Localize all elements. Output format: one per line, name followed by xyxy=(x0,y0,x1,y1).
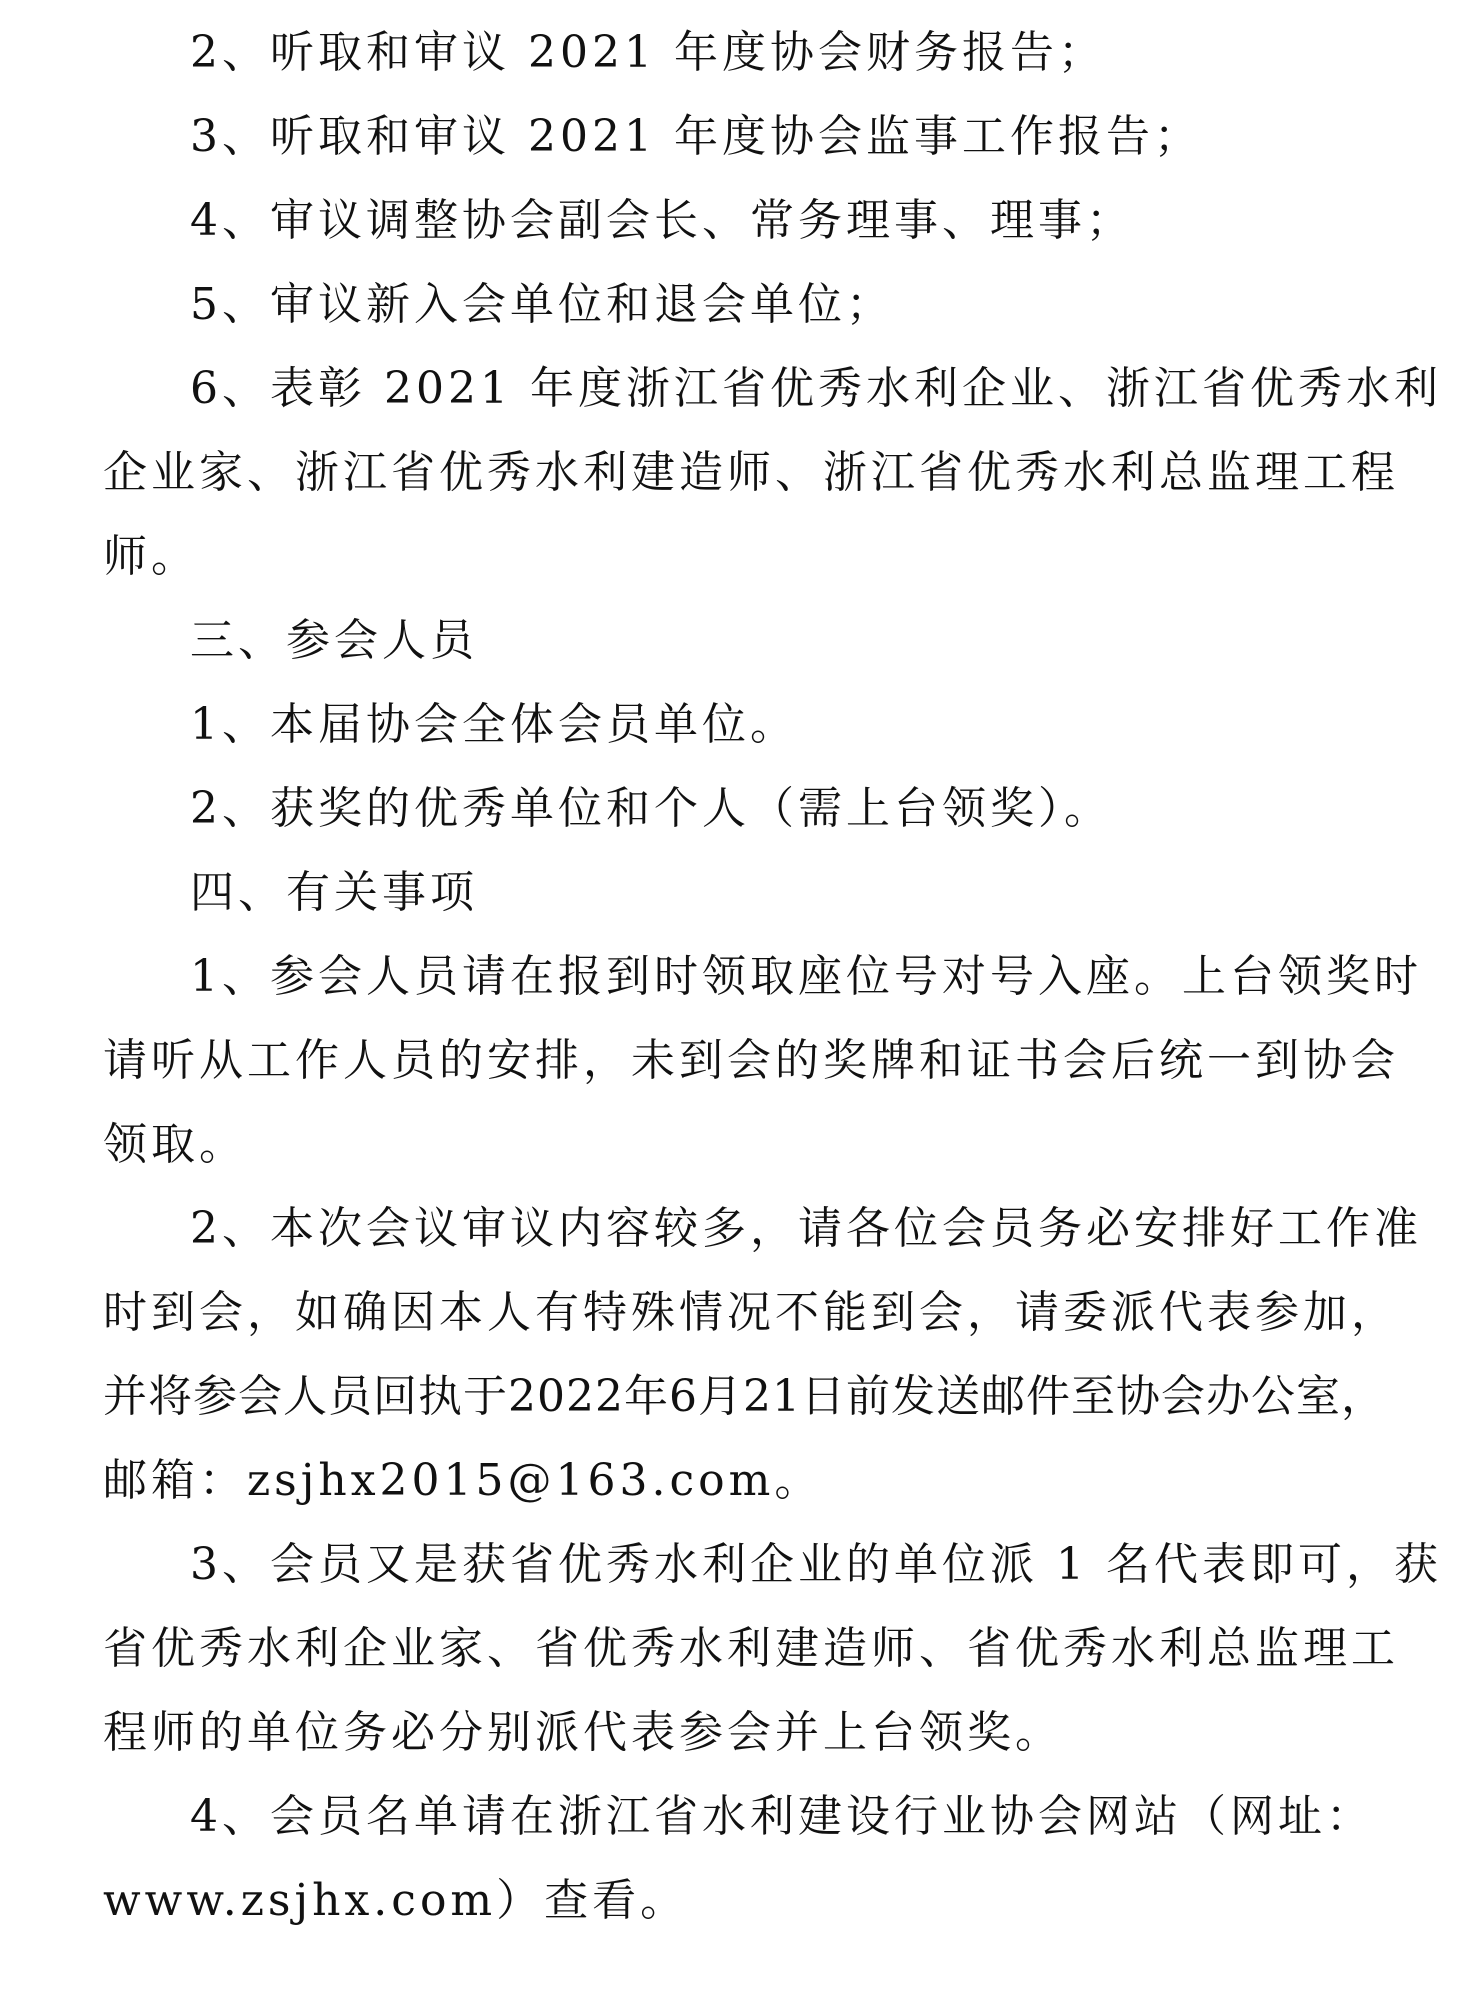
section-heading-matters: 四、有关事项 xyxy=(190,867,478,918)
matter-1-line-1: 1、参会人员请在报到时领取座位号对号入座。上台领奖时 xyxy=(190,951,1422,1002)
attendee-item-1: 1、本届协会全体会员单位。 xyxy=(190,699,798,750)
matter-2-line-3: 并将参会人员回执于2022年6月21日前发送邮件至协会办公室， xyxy=(103,1371,1386,1422)
agenda-item-6-line-2: 企业家、浙江省优秀水利建造师、浙江省优秀水利总监理工程 xyxy=(103,447,1399,498)
matter-1-line-2: 请听从工作人员的安排，未到会的奖牌和证书会后统一到协会 xyxy=(103,1035,1399,1086)
matter-3-line-2: 省优秀水利企业家、省优秀水利建造师、省优秀水利总监理工 xyxy=(103,1623,1399,1674)
section-heading-attendees: 三、参会人员 xyxy=(190,615,478,666)
agenda-item-5: 5、审议新入会单位和退会单位； xyxy=(190,279,894,330)
matter-3-line-3: 程师的单位务必分别派代表参会并上台领奖。 xyxy=(103,1707,1063,1758)
agenda-item-2: 2、听取和审议 2021 年度协会财务报告； xyxy=(190,27,1106,78)
matter-4-website: www.zsjhx.com）查看。 xyxy=(103,1875,689,1926)
attendee-item-2: 2、获奖的优秀单位和个人（需上台领奖）。 xyxy=(190,783,1112,834)
matter-1-line-3: 领取。 xyxy=(103,1119,247,1170)
agenda-item-6-line-1: 6、表彰 2021 年度浙江省优秀水利企业、浙江省优秀水利 xyxy=(190,363,1442,414)
matter-2-line-2: 时到会，如确因本人有特殊情况不能到会，请委派代表参加， xyxy=(103,1287,1399,1338)
agenda-item-4: 4、审议调整协会副会长、常务理事、理事； xyxy=(190,195,1134,246)
agenda-item-3: 3、听取和审议 2021 年度协会监事工作报告； xyxy=(190,111,1202,162)
matter-3-line-1: 3、会员又是获省优秀水利企业的单位派 1 名代表即可，获 xyxy=(190,1539,1442,1590)
agenda-item-6-line-3: 师。 xyxy=(103,531,199,582)
matter-4-line-1: 4、会员名单请在浙江省水利建设行业协会网站（网址： xyxy=(190,1791,1374,1842)
matter-2-line-1: 2、本次会议审议内容较多，请各位会员务必安排好工作准 xyxy=(190,1203,1422,1254)
matter-2-email: 邮箱：zsjhx2015@163.com。 xyxy=(103,1455,823,1506)
